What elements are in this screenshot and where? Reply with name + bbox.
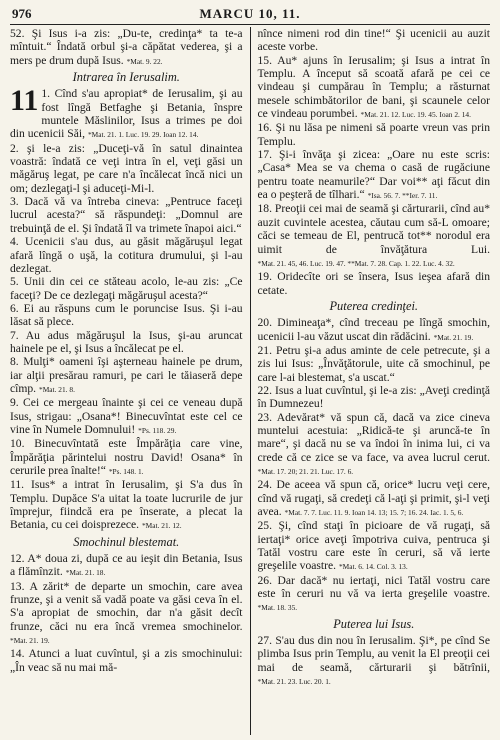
running-head: MARCU 10, 11. bbox=[199, 6, 301, 21]
cross-reference: *Mat. 21. 23. Luc. 20. 1. bbox=[257, 677, 331, 687]
verse-17: 17. Şi-i învăţa şi zicea: „Oare nu este scris: „Casa* Mea se va chema o casă de rugăciune pentru toate neamurile?“ Dar voi** aţi făcut din ea o peşteră de tîlhari.“ *Isa. 56. 7. **Ier. 7. 11. bbox=[257, 148, 491, 202]
verse-24: 24. De aceea vă spun că, orice* lucru veţi cere, cînd vă rugaţi, să credeţi că l-aţi şi primit, şi-l veţi avea. *Mat. 7. 7. Luc. 11. 9. Ioan 14. 13; 15. 7; 16. 24. Iac. 1. 5, 6. bbox=[257, 478, 491, 519]
verse-25: 25. Şi, cînd staţi în picioare de vă rugaţi, să iertaţi* orice aveţi împotriva cuiva, pentruca şi Tatăl vostru care este în ceruri, să vă ierte greşelile voastre. *Mat. 6. 14. Col. 3. 13. bbox=[257, 519, 491, 573]
verse-14: 14. Atunci a luat cuvîntul, şi a zis smochinului: „În veac să nu mai mă- bbox=[10, 647, 243, 674]
verse-52: 52. Şi Isus i-a zis: „Du-te, credinţa* ta te-a mîntuit.“ Îndată orbul şi-a căpătat vederea, şi a mers pe drum după Isus. *Mat. 9. 22. bbox=[10, 27, 243, 67]
right-column bbox=[251, 27, 491, 735]
cross-reference: *Mat. 21. 18. bbox=[65, 568, 106, 578]
verse-1: 11 1. Cînd s'au apropiat* de Ierusalim, şi au fost lîngă Betfaghe şi Betania, înspre muntele Măslinilor, Isus a trimes pe doi din ucenicii Săi, *Mat. 21. 1. Luc. 19. 29. Ioan 12. 14. bbox=[10, 84, 243, 141]
cross-reference: *Ps. 118. 29. bbox=[138, 425, 177, 435]
cross-reference: *Mat. 21. 8. bbox=[39, 384, 75, 394]
verse-23: 23. Adevărat* vă spun că, dacă va zice cineva muntelui acestuia: „Ridică-te şi aruncă-te în mare“, şi dacă nu se va îndoi în inima lui, ci va crede că ce zice se va face, va avea lucrul cerut. *Mat. 17. 20; 21. 21. Luc. 17. 6. bbox=[257, 410, 491, 476]
verse-3: 3. Dacă vă va întreba cineva: „Pentruce faceţi lucrul acesta?“ să răspundeţi: „Domnul are trebuinţă de el. Şi îndată îl va trimete înapoi aici.“ bbox=[10, 195, 243, 235]
verse-15: 15. Au* ajuns în Ierusalim; şi Isus a intrat în Templu. A început să scoată afară pe cei ce vindeau şi cumpărau în Templu; a răsturnat mesele schimbătorilor de bani, şi scaunele celor ce vindeau porumbei. *Mat. 21. 12. Luc. 19. 45. Ioan 2. 14. bbox=[257, 53, 491, 121]
verse-16: 16. Şi nu lăsa pe nimeni să poarte vreun vas prin Templu. bbox=[257, 121, 491, 148]
page-number: 976 bbox=[12, 6, 32, 21]
text-columns bbox=[10, 27, 490, 735]
cross-reference: *Isa. 56. 7. **Ier. 7. 11. bbox=[367, 191, 438, 201]
verse-21: 21. Petru şi-a adus aminte de cele petrecute, şi a zis lui Isus: „Învăţătorule, uite că smochinul, pe care l-ai blestemat, s'a uscat.“ bbox=[257, 343, 491, 384]
verse-19: 19. Oridecîte ori se înserа, Isus ieşea afară din cetate. bbox=[257, 270, 491, 297]
cross-reference: *Mat. 21. 12. bbox=[141, 521, 182, 531]
verse-7: 7. Au adus măgăruşul la Isus, şi-au aruncat hainele pe el, şi Isus a încălecat pe el. bbox=[10, 328, 243, 355]
cross-reference: *Mat. 21. 45, 46. Luc. 19. 47. **Mat. 7. 28. Cap. 1. 22. Luc. 4. 32. bbox=[257, 258, 455, 268]
cross-reference: *Mat. 21. 12. Luc. 19. 45. Ioan 2. 14. bbox=[360, 110, 471, 120]
verse-12: 12. A* doua zi, după ce au ieşit din Betania, Isus a flămînzit. *Mat. 21. 18. bbox=[10, 552, 243, 579]
verse-10: 10. Binecuvîntată este Împărăţia care vine, Împărăţia părintelui nostru David! Osana* în cerurile prea înalte!“ *Ps. 148. 1. bbox=[10, 437, 243, 477]
verse-11: 11. Isus* a intrat în Ierusalim, şi S'a dus în Templu. Dupăce S'a uitat la toate lucrurile de jur împrejur, fiindcă era pe înserate, a plecat la Betania, cu cei doisprezece. *Mat. 21. 12. bbox=[10, 478, 243, 532]
page-header bbox=[10, 6, 490, 25]
cross-reference: *Mat. 7. 7. Luc. 11. 9. Ioan 14. 13; 15. 7; 16. 24. Iac. 1. 5, 6. bbox=[284, 508, 464, 518]
section-heading-entry: Intrarea în Ierusalim. bbox=[72, 70, 180, 85]
verse-27: 27. S'au dus din nou în Ierusalim. Şi*, pe cînd Se plimba Isus prin Templu, au venit la El preoţii cei mai de seamă, cărturarii şi bătrînii, *Mat. 21. 23. Luc. 20. 1. bbox=[257, 634, 491, 687]
cross-reference: *Mat. 21. 1. Luc. 19. 29. Ioan 12. 14. bbox=[87, 130, 199, 140]
verse-2: 2. şi le-a zis: „Duceţi-vă în satul dinaintea voastră: îndată ce veţi intra în el, veţi găsi un măgăruş legat, pe care n'a încălecat încă nici un om; dezlegaţi-l şi aduceţi-Mi-l. bbox=[10, 141, 243, 195]
section-heading-faith: Puterea credinţei. bbox=[329, 298, 419, 313]
verse-20: 20. Dimineaţa*, cînd treceau pe lîngă smochin, ucenicii l-au văzut uscat din rădăcini. *Mat. 21. 19. bbox=[257, 316, 491, 343]
verse-14-continued: nînce nimeni rod din tine!“ Şi ucenicii au auzit aceste vorbe. bbox=[257, 27, 491, 54]
cross-reference: *Mat. 9. 22. bbox=[126, 56, 163, 66]
cross-reference: *Mat. 6. 14. Col. 3. 13. bbox=[338, 562, 408, 572]
verse-26: 26. Dar dacă* nu iertaţi, nici Tatăl vostru care este în ceruri nu vă va ierta greşelile voastre. *Mat. 18. 35. bbox=[257, 573, 491, 613]
cross-reference: *Mat. 18. 35. bbox=[257, 603, 298, 613]
verse-6: 6. Ei au răspuns cum le poruncise Isus. Şi i-au lăsat să plece. bbox=[10, 301, 243, 329]
section-heading-authority: Puterea lui Isus. bbox=[333, 616, 415, 631]
verse-9: 9. Cei ce mergeau înainte şi cei ce veneau după Isus, strigau: „Osana*! Binecuvîntat este cel ce vine în Numele Domnului! *Ps. 118. 29. bbox=[10, 396, 243, 436]
chapter-number: 11 bbox=[10, 84, 39, 118]
cross-reference: *Ps. 148. 1. bbox=[108, 467, 144, 476]
verse-5: 5. Unii din cei ce stăteau acolo, le-au zis: „Ce faceţi? De ce dezlegaţi măgăruşul acesta?“ bbox=[10, 275, 243, 302]
cross-reference: *Mat. 21. 19. bbox=[433, 332, 474, 342]
section-heading-fig-tree: Smochinul blestemat. bbox=[73, 534, 180, 549]
cross-reference: *Mat. 21. 19. bbox=[10, 636, 50, 646]
verse-18: 18. Preoţii cei mai de seamă şi cărturarii, cînd au* auzit cuvintele acestea, căutau cum să-L omoare; căci se temeau de El, pentrucă tot** norodul era uimit de învăţătura Lui. *Mat. 21. 45, 46. Luc. 19. 47. **Mat. 7. 28. Cap. 1. 22. Luc. 4. 32. bbox=[257, 202, 491, 268]
verse-13: 13. A zărit* de departe un smochin, care avea frunze, şi a venit să vadă poate va găsi ceva în el. S'a apropiat de smochin, dar n'a găsit decît frunze, căci nu era încă vremea smochinelor. *Mat. 21. 19. bbox=[10, 579, 243, 646]
verse-22: 22. Isus a luat cuvîntul, şi le-a zis: „Aveţi credinţă în Dumnezeu! bbox=[257, 383, 491, 411]
cross-reference: *Mat. 17. 20; 21. 21. Luc. 17. 6. bbox=[257, 467, 354, 476]
verse-4: 4. Ucenicii s'au dus, au găsit măgăruşul legat afară lîngă o uşă, la cotitura drumului, şi l-au dezlegat. bbox=[10, 235, 243, 275]
verse-8: 8. Mulţi* oameni îşi aşterneau hainele pe drum, iar alţii presărau ramuri, pe cari le tăiaseră depe cîmp. *Mat. 21. 8. bbox=[10, 355, 243, 395]
left-column bbox=[10, 27, 250, 735]
